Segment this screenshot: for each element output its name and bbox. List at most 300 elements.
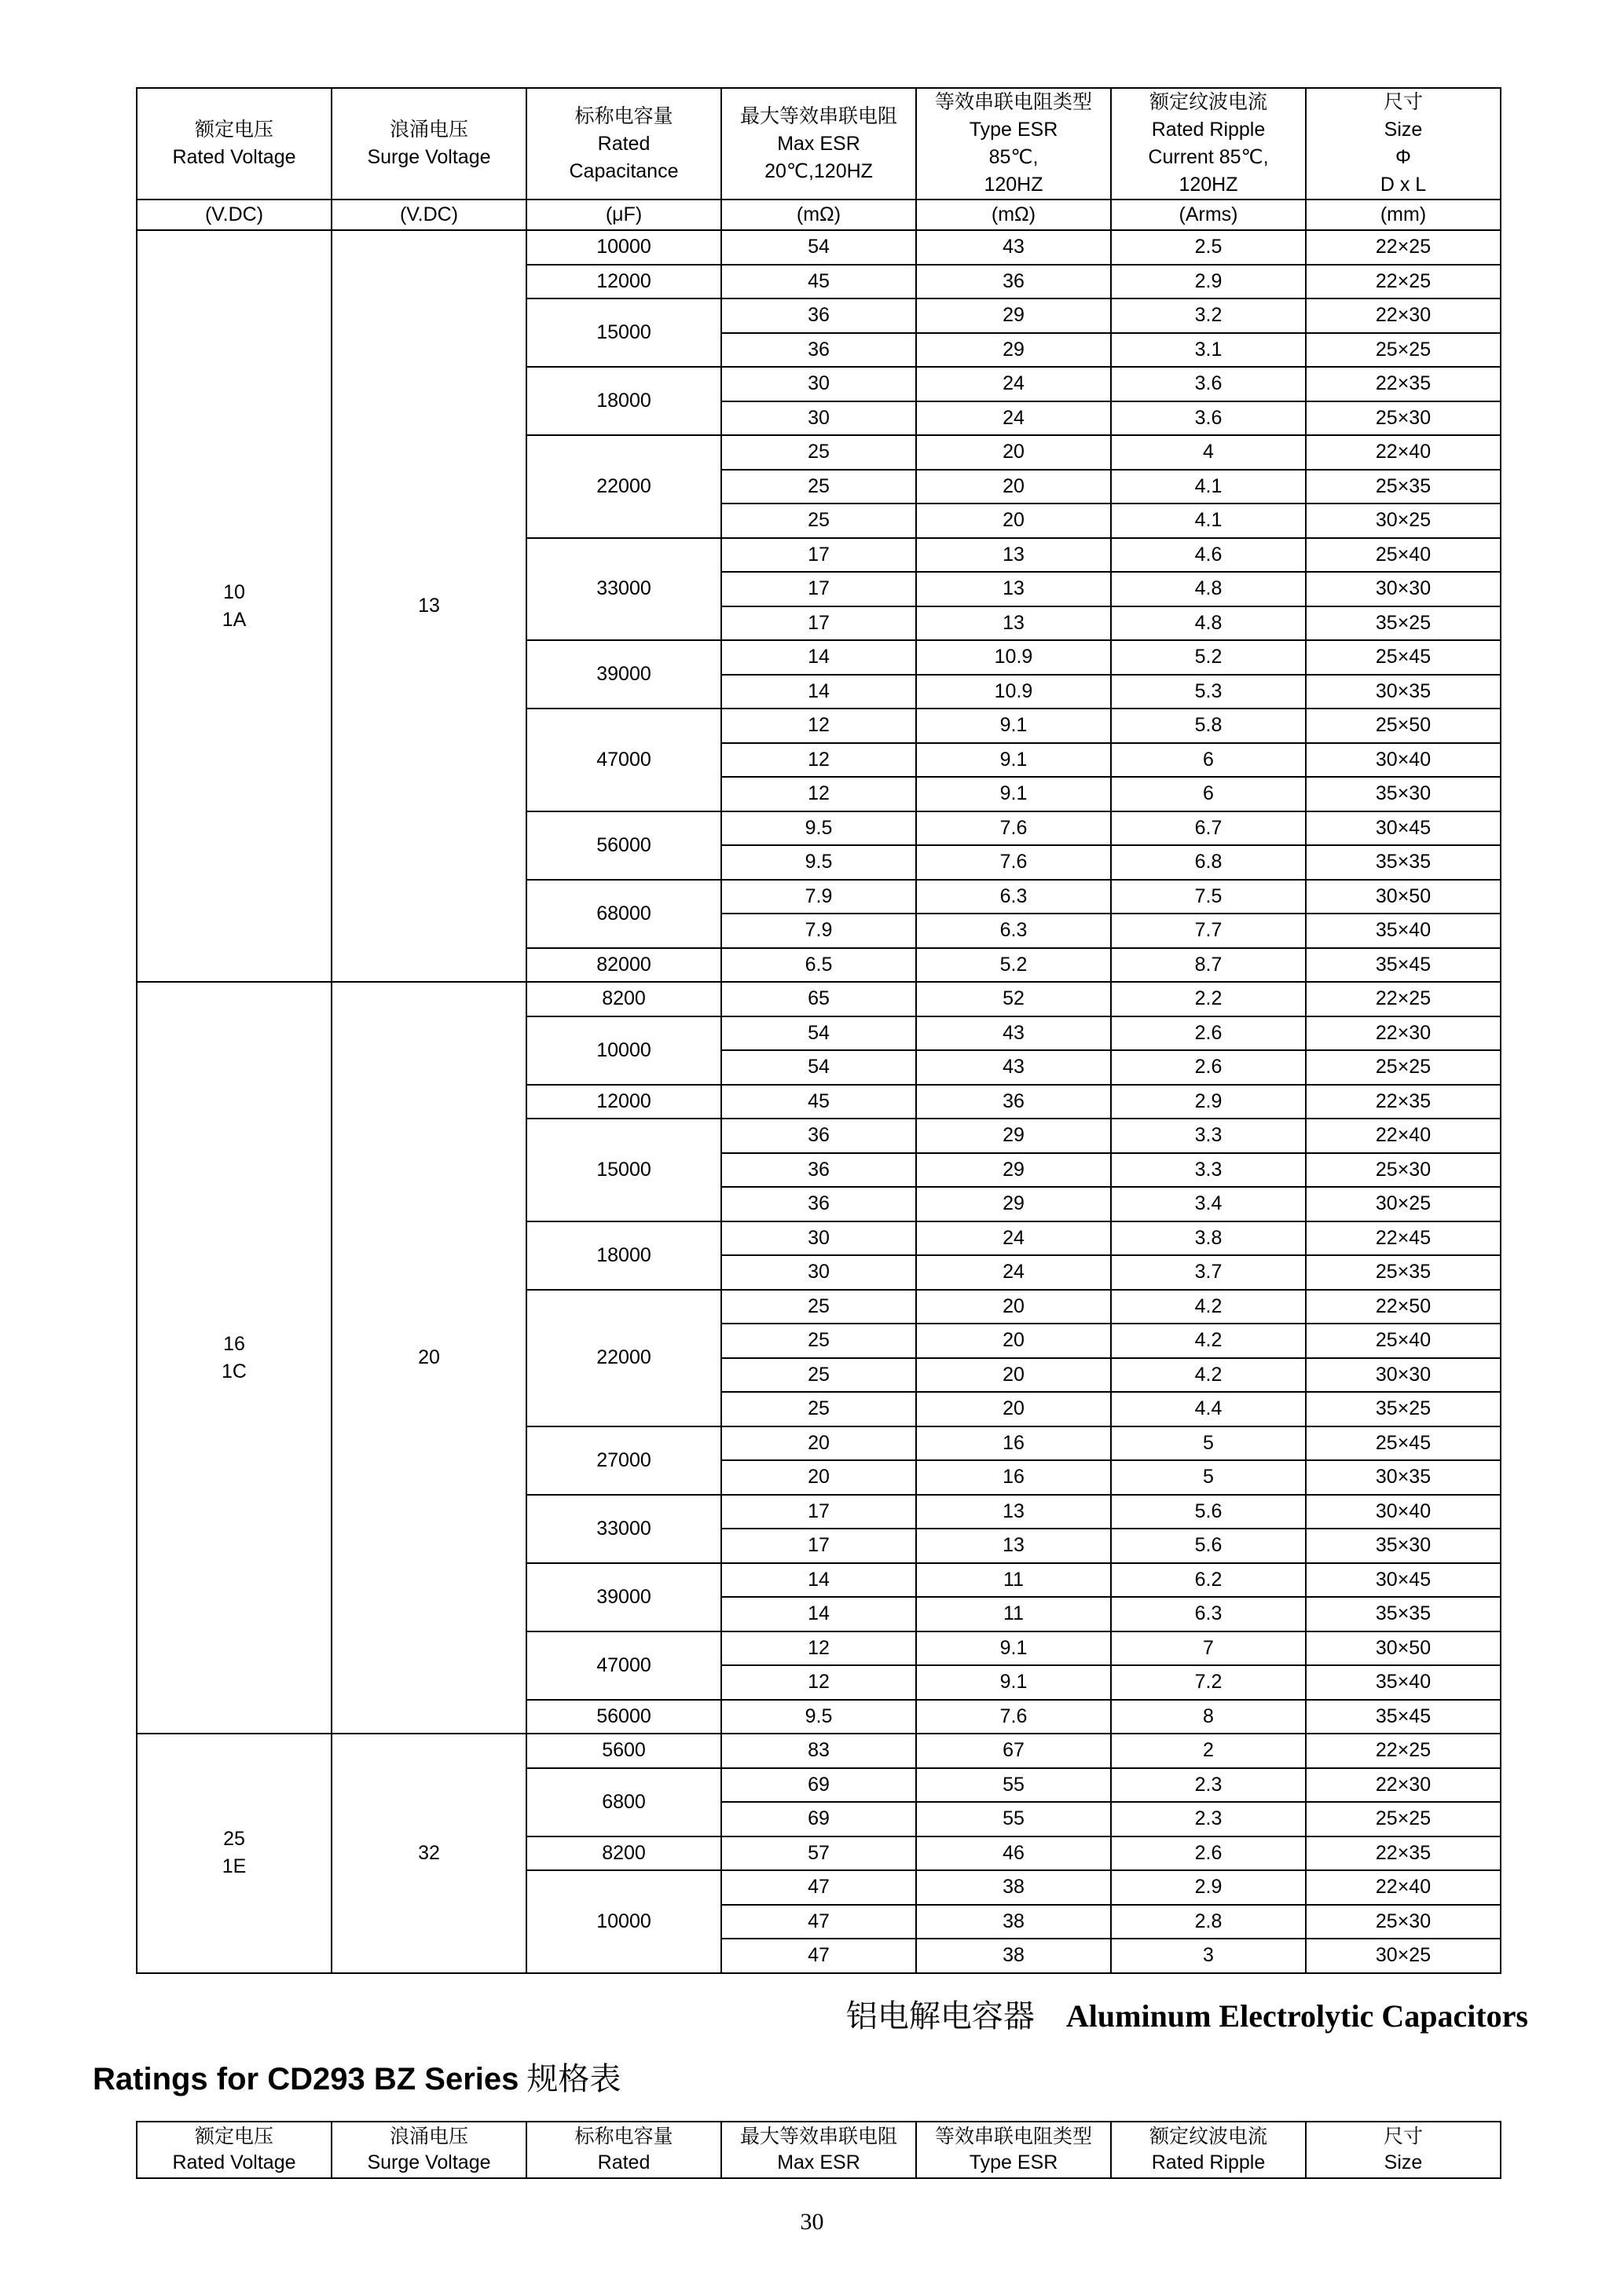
- type-esr-cell: 38: [916, 1905, 1111, 1939]
- max-esr-cell: 69: [721, 1768, 916, 1803]
- capacitance-cell: 47000: [526, 709, 721, 811]
- table-row: [137, 982, 1501, 1016]
- max-esr-cell: 30: [721, 1221, 916, 1256]
- type-esr-cell: 11: [916, 1597, 1111, 1631]
- table-row: [137, 1734, 1501, 1768]
- max-esr-cell: 17: [721, 1529, 916, 1563]
- header-line: Rated Ripple: [1151, 119, 1266, 141]
- ratings-table: [136, 87, 1501, 1974]
- voltage-code: 1A: [222, 608, 247, 631]
- type-esr-cell: 10.9: [916, 675, 1111, 709]
- voltage-code: 1E: [222, 1855, 247, 1878]
- type-esr-cell: 36: [916, 265, 1111, 299]
- ripple-current-cell: 2: [1111, 1734, 1306, 1768]
- rated-voltage-cell: [137, 1734, 332, 1973]
- max-esr-cell: 9.5: [721, 811, 916, 846]
- type-esr-cell: 9.1: [916, 709, 1111, 743]
- size-cell: 35×35: [1306, 845, 1501, 880]
- max-esr-cell: 25: [721, 470, 916, 504]
- ripple-current-cell: 4.2: [1111, 1290, 1306, 1324]
- unit-header: (mm): [1306, 200, 1501, 230]
- max-esr-cell: 14: [721, 640, 916, 675]
- ripple-current-cell: 6.8: [1111, 845, 1306, 880]
- voltage-code: 1C: [222, 1360, 247, 1382]
- size-cell: 22×30: [1306, 298, 1501, 333]
- size-cell: 25×45: [1306, 640, 1501, 675]
- size-cell: 35×25: [1306, 606, 1501, 641]
- type-esr-cell: 55: [916, 1768, 1111, 1803]
- max-esr-cell: 9.5: [721, 845, 916, 880]
- ripple-current-cell: 5.2: [1111, 640, 1306, 675]
- type-esr-cell: 13: [916, 606, 1111, 641]
- ripple-current-cell: 2.9: [1111, 1085, 1306, 1119]
- header-line: 120HZ: [1179, 174, 1238, 196]
- max-esr-cell: 25: [721, 1392, 916, 1426]
- size-cell: 25×45: [1306, 1426, 1501, 1461]
- header-line: Type ESR: [969, 119, 1058, 141]
- capacitance-cell: 22000: [526, 1290, 721, 1426]
- header-line: Size: [1384, 119, 1423, 141]
- max-esr-cell: 17: [721, 1495, 916, 1529]
- type-esr-cell: 10.9: [916, 640, 1111, 675]
- max-esr-cell: 14: [721, 675, 916, 709]
- size-cell: 30×35: [1306, 1460, 1501, 1495]
- max-esr-cell: 7.9: [721, 880, 916, 914]
- size-cell: 30×30: [1306, 572, 1501, 606]
- ripple-current-cell: 5: [1111, 1426, 1306, 1461]
- type-esr-cell: 7.6: [916, 811, 1111, 846]
- size-cell: 25×35: [1306, 1255, 1501, 1290]
- max-esr-cell: 25: [721, 1290, 916, 1324]
- ripple-current-cell: 6.2: [1111, 1563, 1306, 1598]
- section-title: [93, 2054, 621, 2099]
- max-esr-cell: 45: [721, 1085, 916, 1119]
- type-esr-cell: 13: [916, 1495, 1111, 1529]
- max-esr-cell: 30: [721, 401, 916, 436]
- type-esr-cell: 43: [916, 1016, 1111, 1051]
- size-cell: 25×25: [1306, 333, 1501, 368]
- header-line: 标称电容量: [574, 104, 673, 127]
- column-header: [137, 2122, 332, 2178]
- type-esr-cell: 20: [916, 1392, 1111, 1426]
- type-esr-cell: 29: [916, 298, 1111, 333]
- ripple-current-cell: 2.3: [1111, 1768, 1306, 1803]
- surge-voltage-cell: 13: [332, 230, 526, 982]
- capacitance-cell: 33000: [526, 538, 721, 641]
- ripple-current-cell: 6: [1111, 777, 1306, 811]
- type-esr-cell: 20: [916, 1324, 1111, 1358]
- ripple-current-cell: 3.6: [1111, 367, 1306, 401]
- unit-header: (V.DC): [137, 200, 332, 230]
- ripple-current-cell: 3.8: [1111, 1221, 1306, 1256]
- size-cell: 22×25: [1306, 982, 1501, 1016]
- header-line: 浪涌电压: [389, 119, 468, 141]
- size-cell: 35×35: [1306, 1597, 1501, 1631]
- capacitance-cell: 47000: [526, 1631, 721, 1700]
- size-cell: 35×30: [1306, 1529, 1501, 1563]
- header-line: Rated Voltage: [172, 2151, 296, 2173]
- column-header: [526, 2122, 721, 2178]
- max-esr-cell: 17: [721, 606, 916, 641]
- type-esr-cell: 16: [916, 1460, 1111, 1495]
- size-cell: 25×25: [1306, 1802, 1501, 1836]
- type-esr-cell: 24: [916, 1221, 1111, 1256]
- type-esr-cell: 13: [916, 572, 1111, 606]
- header-line: 浪涌电压: [389, 2126, 468, 2148]
- ripple-current-cell: 8: [1111, 1700, 1306, 1734]
- size-cell: 22×25: [1306, 265, 1501, 299]
- type-esr-cell: 24: [916, 401, 1111, 436]
- max-esr-cell: 30: [721, 1255, 916, 1290]
- next-ratings-table: [136, 2121, 1501, 2179]
- type-esr-cell: 29: [916, 333, 1111, 368]
- max-esr-cell: 12: [721, 743, 916, 778]
- type-esr-cell: 29: [916, 1119, 1111, 1153]
- max-esr-cell: 14: [721, 1563, 916, 1598]
- size-cell: 35×25: [1306, 1392, 1501, 1426]
- max-esr-cell: 54: [721, 230, 916, 265]
- capacitance-cell: 56000: [526, 811, 721, 880]
- type-esr-cell: 11: [916, 1563, 1111, 1598]
- capacitance-cell: 10000: [526, 1016, 721, 1085]
- header-line: 尺寸: [1383, 2126, 1423, 2148]
- max-esr-cell: 65: [721, 982, 916, 1016]
- size-cell: 30×45: [1306, 1563, 1501, 1598]
- type-esr-cell: 20: [916, 1290, 1111, 1324]
- ripple-current-cell: 7.7: [1111, 914, 1306, 948]
- capacitance-cell: 8200: [526, 982, 721, 1016]
- ripple-current-cell: 5.3: [1111, 675, 1306, 709]
- type-esr-cell: 6.3: [916, 914, 1111, 948]
- size-cell: 22×45: [1306, 1221, 1501, 1256]
- header-line: 最大等效串联电阻: [739, 104, 897, 127]
- header-row: [137, 88, 1501, 200]
- type-esr-cell: 24: [916, 367, 1111, 401]
- column-header: [916, 88, 1111, 200]
- section-title-en: Ratings for CD293 BZ Series: [93, 2062, 519, 2096]
- ripple-current-cell: 4.8: [1111, 606, 1306, 641]
- brand-title: [846, 1991, 1528, 2036]
- type-esr-cell: 38: [916, 1939, 1111, 1973]
- header-line: 等效串联电阻类型: [934, 2126, 1092, 2148]
- ripple-current-cell: 2.9: [1111, 1870, 1306, 1905]
- ripple-current-cell: 2.3: [1111, 1802, 1306, 1836]
- header-line: 额定纹波电流: [1149, 2126, 1267, 2148]
- max-esr-cell: 47: [721, 1905, 916, 1939]
- size-cell: 30×35: [1306, 675, 1501, 709]
- type-esr-cell: 20: [916, 470, 1111, 504]
- size-cell: 22×35: [1306, 367, 1501, 401]
- max-esr-cell: 20: [721, 1460, 916, 1495]
- type-esr-cell: 43: [916, 230, 1111, 265]
- max-esr-cell: 36: [721, 1187, 916, 1221]
- capacitance-cell: 6800: [526, 1768, 721, 1836]
- rated-voltage: 16: [223, 1332, 245, 1355]
- capacitance-cell: 33000: [526, 1495, 721, 1563]
- size-cell: 22×25: [1306, 1734, 1501, 1768]
- size-cell: 30×45: [1306, 811, 1501, 846]
- max-esr-cell: 25: [721, 1358, 916, 1393]
- type-esr-cell: 9.1: [916, 1631, 1111, 1666]
- ripple-current-cell: 5.6: [1111, 1529, 1306, 1563]
- header-row: [137, 2122, 1501, 2178]
- type-esr-cell: 6.3: [916, 880, 1111, 914]
- size-cell: 25×50: [1306, 709, 1501, 743]
- unit-header: (Arms): [1111, 200, 1306, 230]
- header-line: 额定纹波电流: [1149, 91, 1267, 113]
- capacitance-cell: 56000: [526, 1700, 721, 1734]
- size-cell: 35×45: [1306, 948, 1501, 983]
- max-esr-cell: 25: [721, 504, 916, 538]
- brand-title-cn: 铝电解电容器: [845, 1998, 1035, 2034]
- header-line: 额定电压: [194, 2126, 273, 2148]
- capacitance-cell: 18000: [526, 1221, 721, 1290]
- size-cell: 22×40: [1306, 435, 1501, 470]
- ripple-current-cell: 7.2: [1111, 1665, 1306, 1700]
- header-line: 120HZ: [984, 174, 1043, 196]
- type-esr-cell: 7.6: [916, 1700, 1111, 1734]
- type-esr-cell: 29: [916, 1187, 1111, 1221]
- header-line: Rated: [597, 132, 651, 155]
- ripple-current-cell: 6.7: [1111, 811, 1306, 846]
- header-line: Φ: [1395, 146, 1411, 168]
- ripple-current-cell: 5.8: [1111, 709, 1306, 743]
- type-esr-cell: 16: [916, 1426, 1111, 1461]
- header-line: Rated Ripple: [1151, 2151, 1266, 2173]
- capacitance-cell: 10000: [526, 230, 721, 265]
- max-esr-cell: 20: [721, 1426, 916, 1461]
- ripple-current-cell: 3.7: [1111, 1255, 1306, 1290]
- max-esr-cell: 25: [721, 435, 916, 470]
- type-esr-cell: 24: [916, 1255, 1111, 1290]
- size-cell: 22×40: [1306, 1870, 1501, 1905]
- type-esr-cell: 9.1: [916, 777, 1111, 811]
- capacitance-cell: 18000: [526, 367, 721, 435]
- type-esr-cell: 13: [916, 538, 1111, 573]
- type-esr-cell: 46: [916, 1836, 1111, 1871]
- ripple-current-cell: 3.2: [1111, 298, 1306, 333]
- type-esr-cell: 7.6: [916, 845, 1111, 880]
- size-cell: 25×25: [1306, 1050, 1501, 1085]
- rated-voltage: 10: [223, 580, 245, 603]
- ripple-current-cell: 2.6: [1111, 1836, 1306, 1871]
- ripple-current-cell: 4.4: [1111, 1392, 1306, 1426]
- type-esr-cell: 5.2: [916, 948, 1111, 983]
- size-cell: 30×40: [1306, 743, 1501, 778]
- max-esr-cell: 12: [721, 709, 916, 743]
- surge-voltage-cell: 20: [332, 982, 526, 1734]
- column-header: [332, 2122, 526, 2178]
- size-cell: 22×50: [1306, 1290, 1501, 1324]
- column-header: [1111, 88, 1306, 200]
- max-esr-cell: 54: [721, 1050, 916, 1085]
- type-esr-cell: 20: [916, 435, 1111, 470]
- ripple-current-cell: 8.7: [1111, 948, 1306, 983]
- max-esr-cell: 17: [721, 538, 916, 573]
- capacitance-cell: 8200: [526, 1836, 721, 1871]
- ripple-current-cell: 2.8: [1111, 1905, 1306, 1939]
- size-cell: 25×30: [1306, 401, 1501, 436]
- size-cell: 35×45: [1306, 1700, 1501, 1734]
- max-esr-cell: 12: [721, 1631, 916, 1666]
- ripple-current-cell: 3.4: [1111, 1187, 1306, 1221]
- max-esr-cell: 17: [721, 572, 916, 606]
- size-cell: 35×40: [1306, 1665, 1501, 1700]
- section-title-cn: 规格表: [526, 2062, 621, 2096]
- type-esr-cell: 29: [916, 1153, 1111, 1188]
- ripple-current-cell: 2.9: [1111, 265, 1306, 299]
- ripple-current-cell: 3.1: [1111, 333, 1306, 368]
- size-cell: 35×30: [1306, 777, 1501, 811]
- header-line: Surge Voltage: [367, 146, 491, 168]
- max-esr-cell: 45: [721, 265, 916, 299]
- column-header: [1111, 2122, 1306, 2178]
- max-esr-cell: 69: [721, 1802, 916, 1836]
- size-cell: 22×30: [1306, 1016, 1501, 1051]
- ripple-current-cell: 3.3: [1111, 1153, 1306, 1188]
- size-cell: 25×35: [1306, 470, 1501, 504]
- size-cell: 22×35: [1306, 1085, 1501, 1119]
- capacitance-cell: 10000: [526, 1870, 721, 1973]
- rated-voltage-cell: [137, 982, 332, 1734]
- ripple-current-cell: 4.1: [1111, 470, 1306, 504]
- header-line: Size: [1384, 2151, 1423, 2173]
- rated-voltage: 25: [223, 1828, 245, 1851]
- unit-header: (μF): [526, 200, 721, 230]
- header-line: Max ESR: [777, 132, 860, 155]
- max-esr-cell: 36: [721, 298, 916, 333]
- ripple-current-cell: 2.6: [1111, 1050, 1306, 1085]
- ripple-current-cell: 2.5: [1111, 230, 1306, 265]
- size-cell: 22×30: [1306, 1768, 1501, 1803]
- type-esr-cell: 9.1: [916, 1665, 1111, 1700]
- max-esr-cell: 36: [721, 1119, 916, 1153]
- max-esr-cell: 57: [721, 1836, 916, 1871]
- ripple-current-cell: 5: [1111, 1460, 1306, 1495]
- max-esr-cell: 12: [721, 777, 916, 811]
- max-esr-cell: 14: [721, 1597, 916, 1631]
- type-esr-cell: 55: [916, 1802, 1111, 1836]
- capacitance-cell: 15000: [526, 298, 721, 367]
- max-esr-cell: 25: [721, 1324, 916, 1358]
- column-header: [916, 2122, 1111, 2178]
- size-cell: 30×50: [1306, 1631, 1501, 1666]
- table-row: [137, 230, 1501, 265]
- column-header: [137, 88, 332, 200]
- header-line: Rated: [597, 2151, 651, 2173]
- ripple-current-cell: 3.6: [1111, 401, 1306, 436]
- header-line: D x L: [1380, 174, 1427, 196]
- ripple-current-cell: 4: [1111, 435, 1306, 470]
- capacitance-cell: 68000: [526, 880, 721, 948]
- max-esr-cell: 7.9: [721, 914, 916, 948]
- max-esr-cell: 47: [721, 1939, 916, 1973]
- header-line: Max ESR: [777, 2151, 860, 2173]
- max-esr-cell: 54: [721, 1016, 916, 1051]
- max-esr-cell: 83: [721, 1734, 916, 1768]
- column-header: [721, 2122, 916, 2178]
- ripple-current-cell: 3: [1111, 1939, 1306, 1973]
- ripple-current-cell: 4.2: [1111, 1324, 1306, 1358]
- max-esr-cell: 36: [721, 1153, 916, 1188]
- ripple-current-cell: 6: [1111, 743, 1306, 778]
- column-header: [332, 88, 526, 200]
- header-line: 额定电压: [194, 119, 273, 141]
- column-header: [1306, 88, 1501, 200]
- brand-title-en: Aluminum Electrolytic Capacitors: [1065, 1998, 1528, 2034]
- header-line: 等效串联电阻类型: [934, 91, 1092, 113]
- size-cell: 25×40: [1306, 538, 1501, 573]
- size-cell: 30×40: [1306, 1495, 1501, 1529]
- size-cell: 30×30: [1306, 1358, 1501, 1393]
- max-esr-cell: 6.5: [721, 948, 916, 983]
- header-line: 85℃,: [988, 146, 1039, 168]
- header-line: Current 85℃,: [1148, 146, 1269, 168]
- type-esr-cell: 20: [916, 1358, 1111, 1393]
- capacitance-cell: 5600: [526, 1734, 721, 1768]
- type-esr-cell: 13: [916, 1529, 1111, 1563]
- ripple-current-cell: 7: [1111, 1631, 1306, 1666]
- max-esr-cell: 47: [721, 1870, 916, 1905]
- max-esr-cell: 30: [721, 367, 916, 401]
- ripple-current-cell: 2.6: [1111, 1016, 1306, 1051]
- size-cell: 22×35: [1306, 1836, 1501, 1871]
- size-cell: 30×25: [1306, 504, 1501, 538]
- header-line: 尺寸: [1383, 91, 1423, 113]
- type-esr-cell: 43: [916, 1050, 1111, 1085]
- ripple-current-cell: 4.1: [1111, 504, 1306, 538]
- column-header: [526, 88, 721, 200]
- unit-header: (V.DC): [332, 200, 526, 230]
- header-line: Type ESR: [969, 2151, 1058, 2173]
- type-esr-cell: 20: [916, 504, 1111, 538]
- capacitance-cell: 22000: [526, 435, 721, 538]
- capacitance-cell: 82000: [526, 948, 721, 983]
- header-line: Surge Voltage: [367, 2151, 491, 2173]
- size-cell: 25×30: [1306, 1905, 1501, 1939]
- unit-header: (mΩ): [916, 200, 1111, 230]
- size-cell: 22×25: [1306, 230, 1501, 265]
- unit-header: (mΩ): [721, 200, 916, 230]
- type-esr-cell: 9.1: [916, 743, 1111, 778]
- type-esr-cell: 52: [916, 982, 1111, 1016]
- size-cell: 35×40: [1306, 914, 1501, 948]
- ripple-current-cell: 7.5: [1111, 880, 1306, 914]
- type-esr-cell: 36: [916, 1085, 1111, 1119]
- header-line: 最大等效串联电阻: [739, 2126, 897, 2148]
- type-esr-cell: 38: [916, 1870, 1111, 1905]
- type-esr-cell: 67: [916, 1734, 1111, 1768]
- ripple-current-cell: 5.6: [1111, 1495, 1306, 1529]
- size-cell: 30×25: [1306, 1939, 1501, 1973]
- header-line: 20℃,120HZ: [764, 159, 873, 182]
- ripple-current-cell: 6.3: [1111, 1597, 1306, 1631]
- capacitance-cell: 12000: [526, 265, 721, 299]
- surge-voltage-cell: 32: [332, 1734, 526, 1973]
- column-header: [721, 88, 916, 200]
- ripple-current-cell: 4.2: [1111, 1358, 1306, 1393]
- capacitance-cell: 27000: [526, 1426, 721, 1495]
- size-cell: 30×50: [1306, 880, 1501, 914]
- capacitance-cell: 15000: [526, 1119, 721, 1221]
- capacitance-cell: 39000: [526, 1563, 721, 1631]
- ripple-current-cell: 3.3: [1111, 1119, 1306, 1153]
- header-line: Rated Voltage: [172, 146, 296, 168]
- rated-voltage-cell: [137, 230, 332, 982]
- page-number: 30: [800, 2209, 824, 2235]
- max-esr-cell: 36: [721, 333, 916, 368]
- ripple-current-cell: 2.2: [1111, 982, 1306, 1016]
